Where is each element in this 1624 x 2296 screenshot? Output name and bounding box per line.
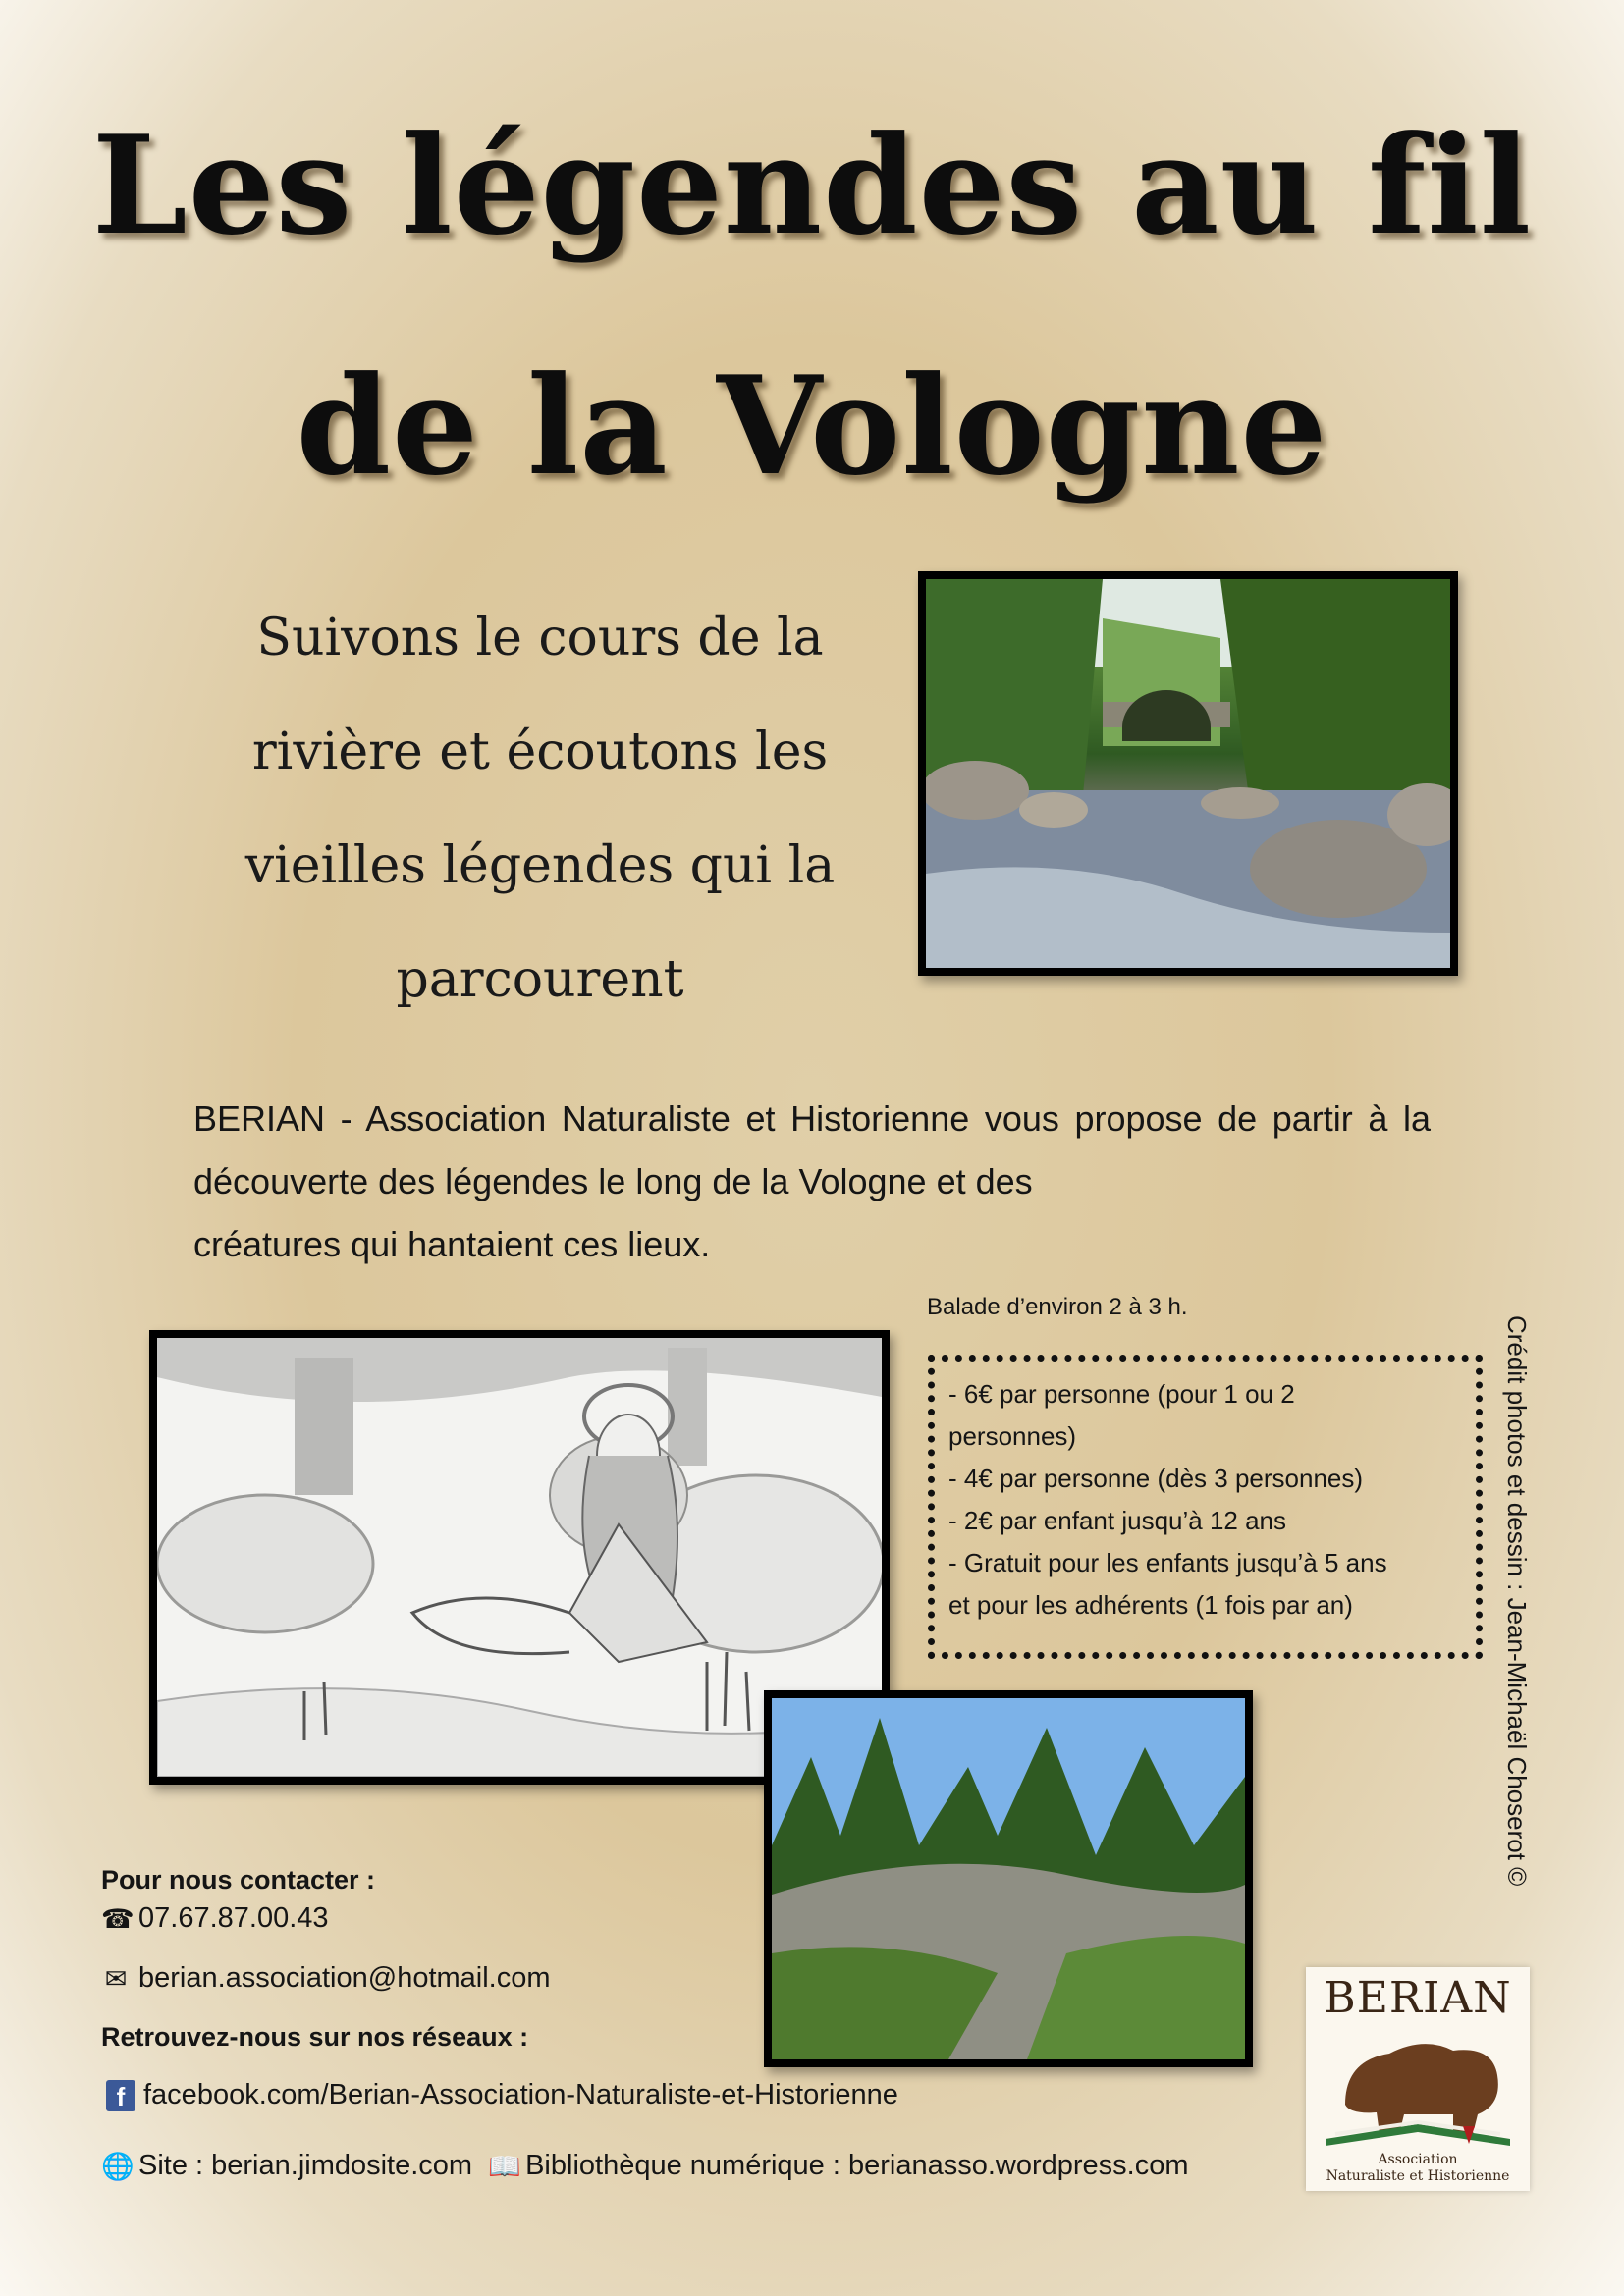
contact-facebook [106, 2079, 898, 2111]
river-bridge-illustration [926, 579, 1450, 968]
contact-websites [101, 2150, 1189, 2182]
price-line: - 4€ par personne (dès 3 personnes) [948, 1464, 1364, 1493]
price-line: personnes) [948, 1421, 1077, 1451]
price-line: et pour les adhérents (1 fois par an) [948, 1590, 1353, 1620]
subtitle-line-4: parcourent [396, 950, 684, 1009]
book-icon: 📖 [488, 2151, 521, 2181]
subtitle-line-3: vieilles légendes qui la [244, 836, 836, 895]
phone-number[interactable]: 07.67.87.00.43 [138, 1902, 329, 1934]
contact-heading: Pour nous contacter : [101, 1865, 376, 1895]
logo-subtitle [1306, 2152, 1530, 2185]
subtitle-line-1: Suivons le cours de la [256, 609, 824, 667]
intro-text: BERIAN - Association Naturaliste et Historienne vous propose de partir à la découverte des légendes le long de la Vologne et des [193, 1098, 1431, 1201]
facebook-link[interactable]: facebook.com/Berian-Association-Naturaliste-et-Historienne [143, 2079, 898, 2110]
price-line: - 6€ par personne (pour 1 ou 2 [948, 1379, 1295, 1409]
logo-subtitle-line-1: Association [1378, 2152, 1458, 2167]
envelope-icon: ✉ [104, 1963, 128, 1994]
price-line: - 2€ par enfant jusqu’à 12 ans [948, 1506, 1287, 1535]
river-bridge-photo [918, 571, 1458, 976]
forest-scree-photo [764, 1690, 1253, 2067]
facebook-icon: f [106, 2080, 135, 2111]
forest-scree-illustration [772, 1698, 1245, 2059]
duration-text: Balade d’environ 2 à 3 h. [927, 1294, 1188, 1320]
contact-phone [101, 1902, 329, 1935]
phone-icon: ☎ [101, 1903, 135, 1934]
title-line-2: de la Vologne [296, 346, 1328, 506]
site-link[interactable]: Site : berian.jimdosite.com [138, 2150, 473, 2181]
berian-logo [1306, 1967, 1530, 2191]
contact-email [101, 1962, 551, 1995]
price-list [928, 1355, 1483, 1659]
logo-name: BERIAN [1324, 1973, 1512, 2023]
logo-subtitle-line-2: Naturaliste et Historienne [1326, 2168, 1510, 2184]
library-link[interactable]: Bibliothèque numérique : berianasso.wordpress.com [525, 2150, 1189, 2181]
globe-icon: 🌐 [101, 2151, 135, 2181]
photo-credit: Crédit photos et dessin : Jean-Michaël Choserot © [1502, 1315, 1532, 1887]
networks-heading: Retrouvez-nous sur nos réseaux : [101, 2022, 529, 2052]
intro-paragraph [193, 1088, 1431, 1276]
intro-last-line: créatures qui hantaient ces lieux. [193, 1224, 711, 1264]
title-line-1: Les légendes au fil [91, 105, 1533, 265]
email-address[interactable]: berian.association@hotmail.com [138, 1962, 551, 1994]
subtitle-line-2: rivière et écoutons les [251, 722, 829, 781]
price-line: - Gratuit pour les enfants jusqu’à 5 ans [948, 1548, 1387, 1577]
